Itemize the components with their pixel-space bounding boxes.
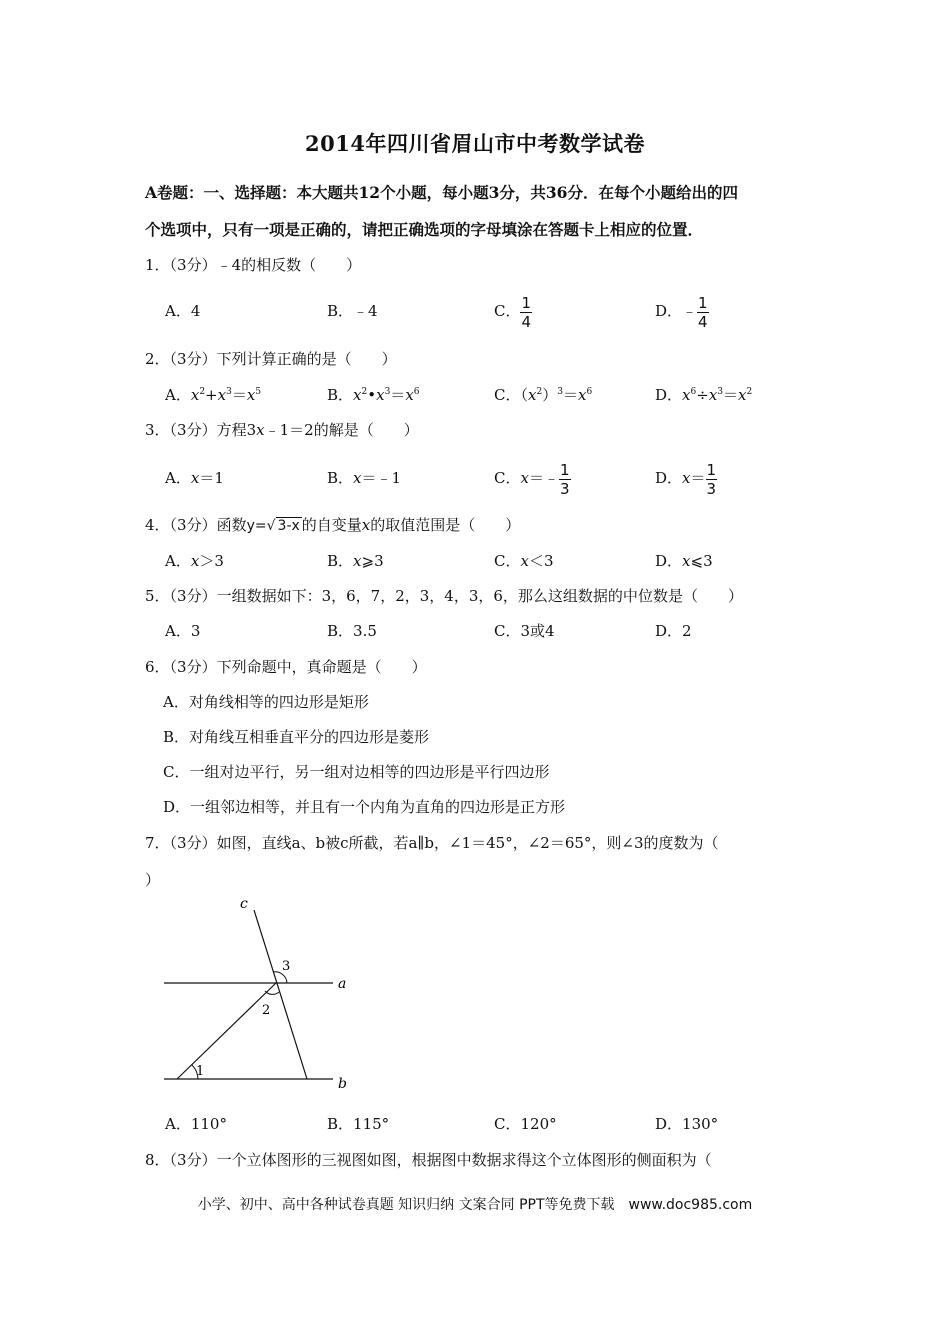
angle-label-2: 2 [262,1003,271,1018]
fraction: $\frac{1}{3}$ [559,460,570,498]
question-7-option-b: B．115° [327,1115,390,1133]
question-1-option-d [655,291,709,331]
question-7-option-d: D．130° [655,1115,719,1133]
denominator: 4 [521,312,532,331]
question-5-option-b: B．3.5 [327,622,377,640]
question-6-option-d: D．一组邻边相等，并且有一个内角为直角的四边形是正方形 [163,798,566,816]
question-1-option-b: B．﹣4 [327,302,378,320]
question-1-option-a: A．4 [165,302,201,320]
fraction [520,295,532,330]
page-title: 2014年四川省眉山市中考数学试卷 [305,131,645,156]
question-1-stem: 1．（3分）﹣4的相反数（ ） [145,256,362,274]
question-7-stem-continuation: ） [145,871,161,889]
numerator: 1 [521,293,532,312]
question-2-option-a: A．$x^2+x^3=x^5$ [165,386,262,404]
question-2-option-b: B．$x^2•x^3=x^6$ [327,386,420,404]
option-label: C． [494,302,521,320]
question-6-option-a: A．对角线相等的四边形是矩形 [163,693,369,711]
section-a-instructions-line1: A卷题：一、选择题：本大题共12个小题，每小题3分，共36分．在每个小题给出的四 [145,183,738,202]
question-3-option-d: D．x＝ $\frac{1}{3}$ [655,460,717,498]
section-a-instructions-line2: 个选项中，只有一项是正确的，请把正确选项的字母填涂在答题卡上相应的位置． [145,220,704,239]
question-4-option-c: C．x＜3 [494,552,554,570]
question-3-option-b: B．x＝﹣1 [327,469,402,487]
label-a: a [338,976,347,992]
question-4-stem: 4．（3分）函数y=√ 3-x 的自变量x的取值范围是（ ） [145,513,520,537]
label-b: b [338,1076,347,1092]
angle-label-3: 3 [282,959,291,974]
question-4-option-b: B．x⩾3 [327,552,384,570]
denominator: 4 [698,312,708,331]
fraction: $\frac{1}{3}$ [706,460,717,498]
question-5-option-a: A．3 [165,622,201,640]
question-4-option-d: D．x⩽3 [655,552,713,570]
question-7-stem: 7．（3分）如图，直线a、b被c所截，若a∥b，∠1＝45°，∠2＝65°，则∠3的度数为（ [145,834,719,852]
question-5-stem: 5．（3分）一组数据如下：3，6，7，2，3，4，3，6，那么这组数据的中位数是（ ） [145,587,743,605]
transversal-segment [177,983,276,1079]
question-2-stem: 2．（3分）下列计算正确的是（ ） [145,350,397,368]
fraction [697,295,709,330]
sqrt-expression: y=√ 3-x [246,518,300,534]
question-5-option-c: C．3或4 [494,622,555,640]
numerator: 1 [698,293,708,312]
question-6-stem: 6．（3分）下列命题中，真命题是（ ） [145,658,427,676]
question-6-option-b: B．对角线互相垂直平分的四边形是菱形 [163,728,430,746]
question-3-stem: 3．（3分）方程3x﹣1＝2的解是（ ） [145,421,419,439]
question-2-option-c: C．$(x^2)^3=x^6$ [494,386,593,404]
question-2-option-d: D．$x^6\div x^3=x^2$ [655,386,753,404]
label-c: c [240,896,248,912]
question-1-option-c [494,291,532,331]
angle-label-1: 1 [196,1064,205,1079]
question-3-option-c: C．x＝﹣ $\frac{1}{3}$ [494,460,570,498]
question-7-option-a: A．110° [165,1115,227,1133]
question-3-option-a: A．x＝1 [165,469,224,487]
question-6-option-c: C．一组对边平行，另一组对边相等的四边形是平行四边形 [163,763,550,781]
question-4-option-a: A．x＞3 [165,552,224,570]
question-5-option-d: D．2 [655,622,692,640]
page-footer: 小学、初中、高中各种试卷真题 知识归纳 文案合同 PPT等免费下载 www.doc985.com [197,1197,753,1213]
option-label: D．﹣ [655,302,698,320]
line-c [254,910,307,1079]
question-8-stem: 8．（3分）一个立体图形的三视图如图，根据图中数据求得这个立体图形的侧面积为（ [145,1151,712,1169]
question-7-figure [150,890,370,1100]
question-7-option-c: C．120° [494,1115,557,1133]
